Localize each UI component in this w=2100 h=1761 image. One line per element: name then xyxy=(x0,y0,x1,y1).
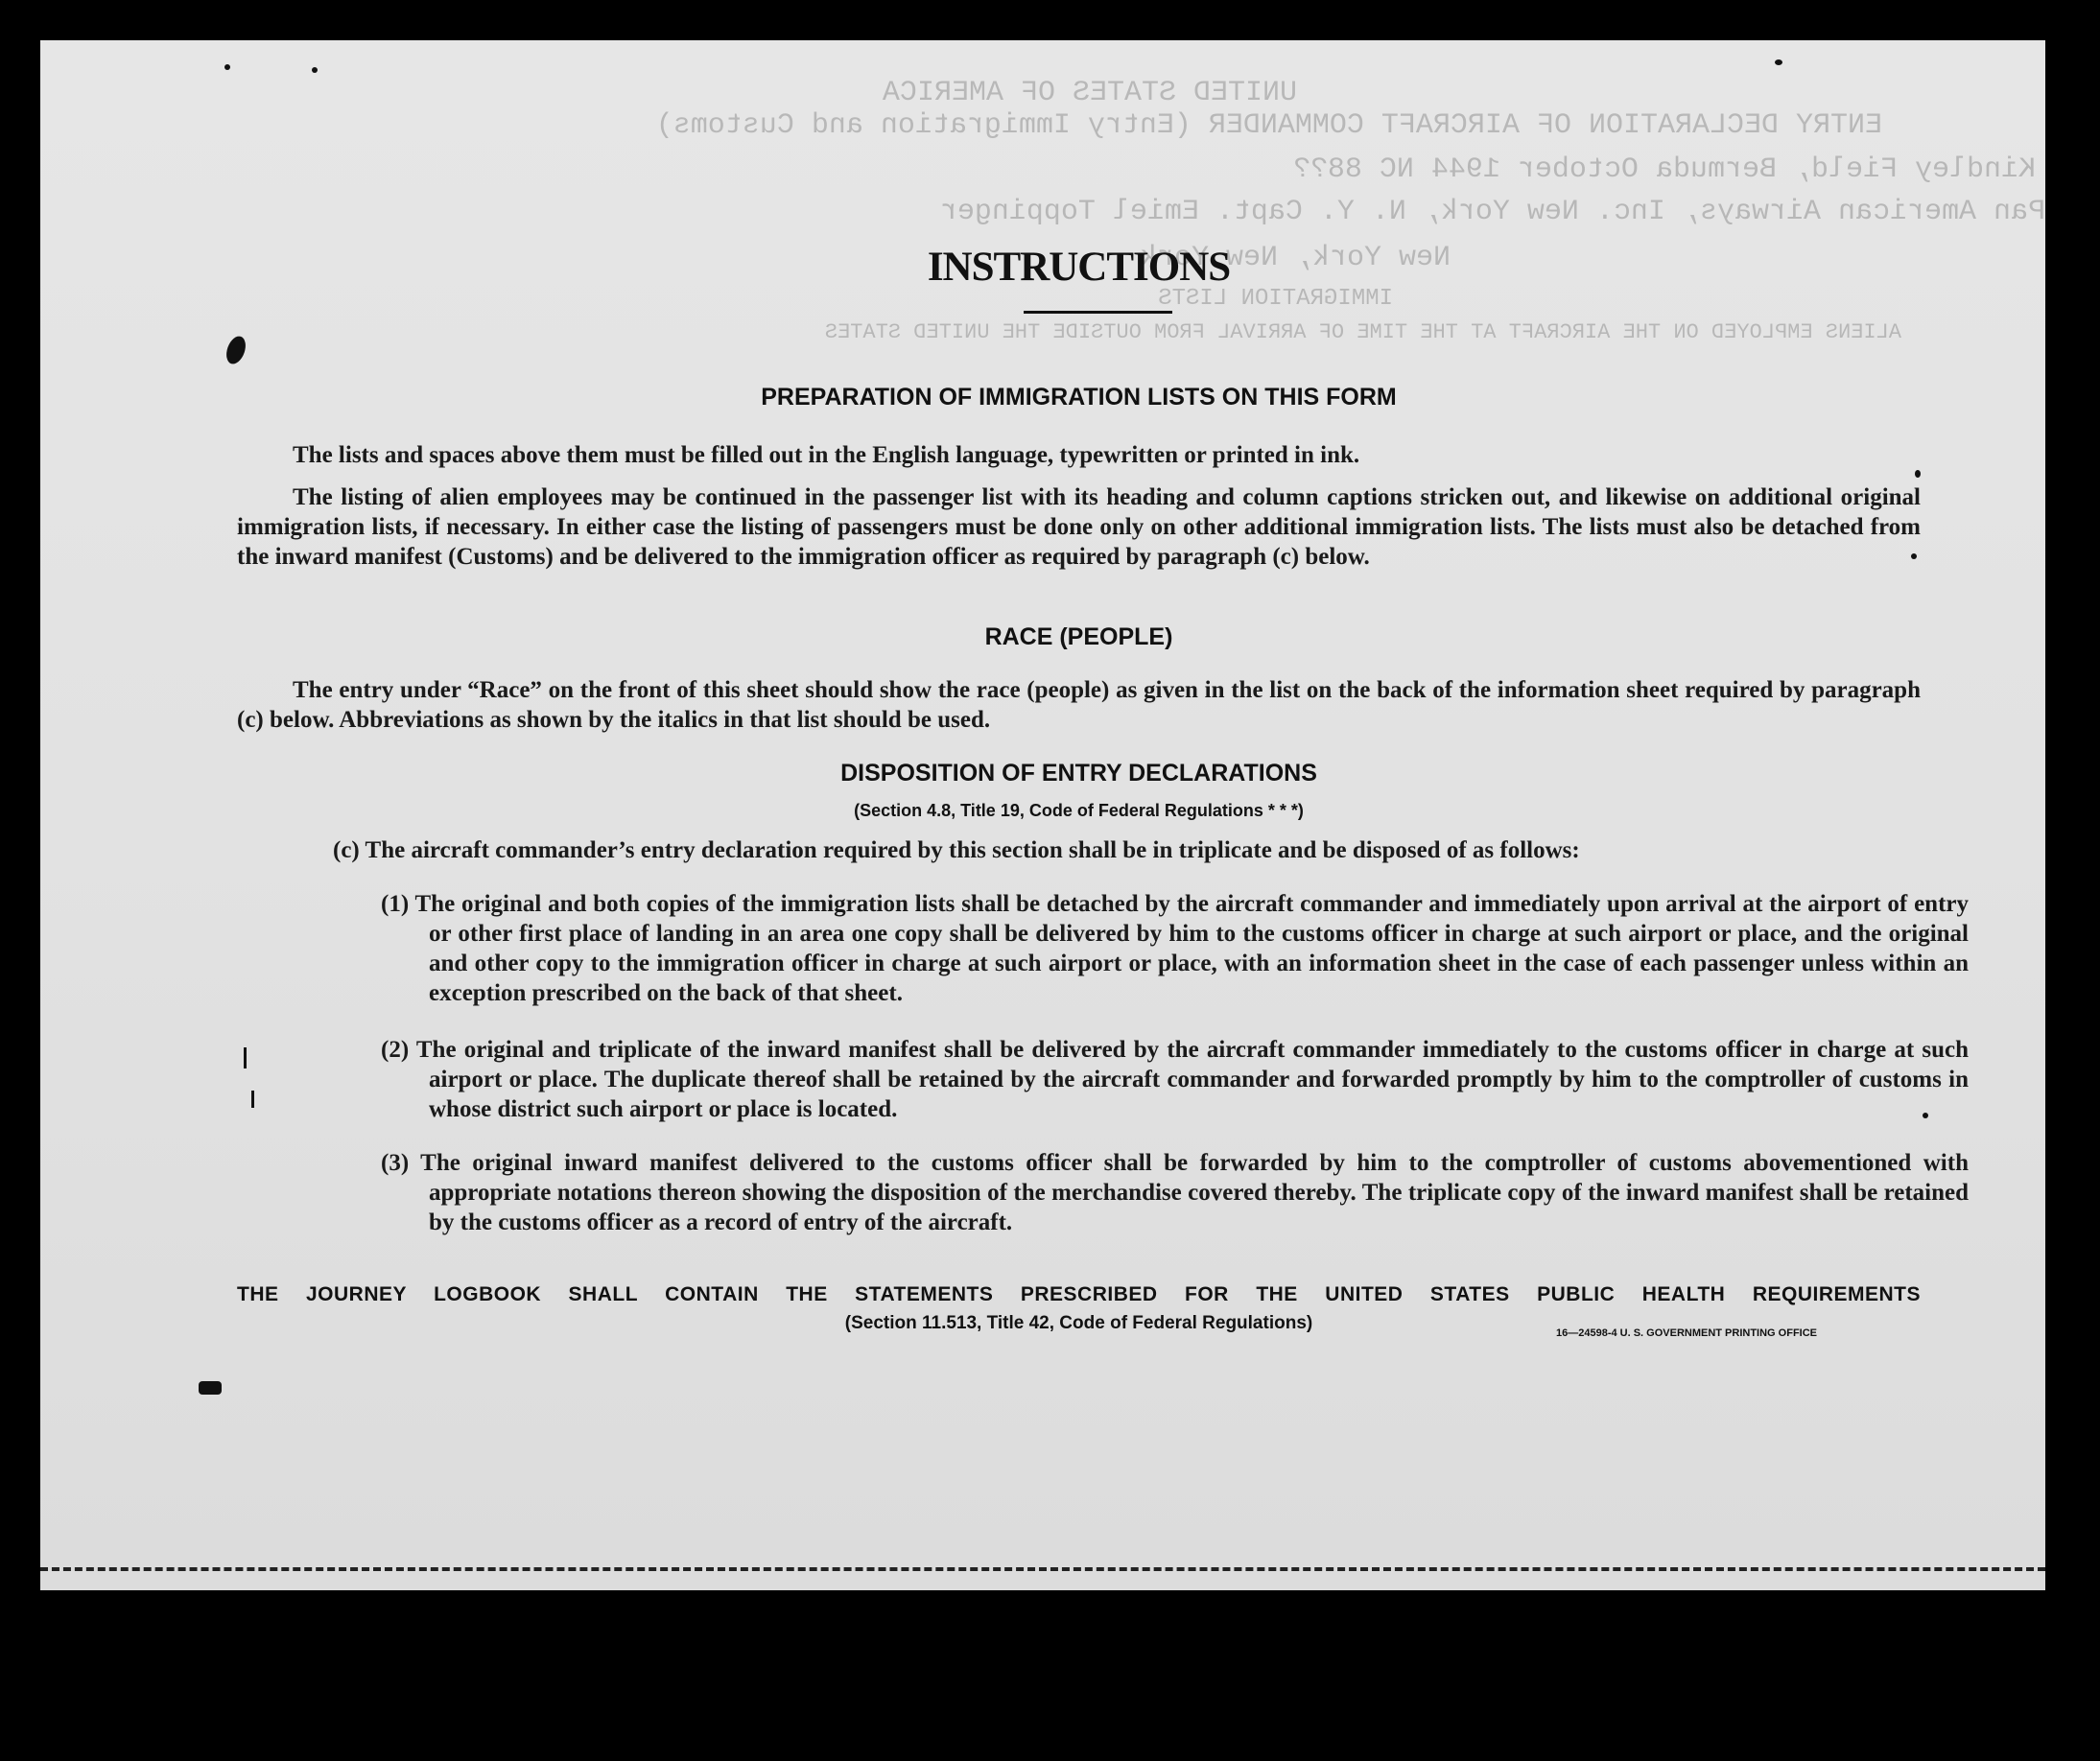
footer-statement: THE JOURNEY LOGBOOK SHALL CONTAIN THE STATEMENTS PRESCRIBED FOR THE UNITED STATES PUBLIC HEALTH REQUIREMENTS xyxy=(237,1283,1921,1305)
bleed-through-text xyxy=(40,40,2045,357)
ink-blot xyxy=(223,334,248,366)
ghost-line: IMMIGRATION LISTS xyxy=(1158,286,1393,312)
ink-speck xyxy=(1923,1113,1928,1118)
document-page xyxy=(40,40,2045,1590)
ink-speck xyxy=(312,67,318,73)
paragraph-english-language: The lists and spaces above them must be filled out in the English language, typewritten or printed in ink. xyxy=(293,442,1360,468)
ink-speck xyxy=(1911,553,1917,559)
staple-mark xyxy=(244,1047,247,1068)
ghost-line: ALIENS EMPLOYED ON THE AIRCRAFT AT THE TIME OF ARRIVAL FROM OUTSIDE THE UNITED STATES xyxy=(824,320,1901,344)
ghost-line: ENTRY DECLARATION OF AIRCRAFT COMMANDER (Entry Immigration and Customs) xyxy=(655,109,1882,142)
staple-mark xyxy=(199,1381,222,1395)
clause-c: (c) The aircraft commander’s entry declaration required by this section shall be in triplicate and be disposed of as follows: xyxy=(333,837,1580,863)
ink-speck xyxy=(1775,59,1782,65)
title-underline xyxy=(1024,311,1172,314)
paragraph-race: The entry under “Race” on the front of this sheet should show the race (people) as given in the list on the back of the information sheet required by paragraph (c) below. Abbreviations as shown by the italics in that list should be used. xyxy=(237,677,1921,733)
ghost-line: Kindley Field, Bermuda October 1944 NC 88?? xyxy=(1292,153,2036,186)
printer-imprint: 16—24598-4 U. S. GOVERNMENT PRINTING OFFICE xyxy=(1556,1327,1818,1339)
list-item-3: (3) The original inward manifest delivered to the customs officer shall be forwarded by him to the comptroller of customs abovementioned with appropriate notations thereon showing the disposition of the merchandise covered thereby. The triplicate copy of the inward manifest shall be retained by the customs officer as a record of entry of the aircraft. xyxy=(381,1150,1969,1235)
section-heading-race: RACE (PEOPLE) xyxy=(984,623,1173,650)
ghost-line: New York, New York xyxy=(1139,242,1451,274)
list-item-1: (1) The original and both copies of the immigration lists shall be detached by the aircraft commander and immediately upon arrival at the airport of entry or other first place of landing in an area one copy shall be delivered by him to the customs officer in charge at such airport or place, and the original and other copy to the immigration officer in charge at such airport or place, with an information sheet in the case of each passenger unless within an exception prescribed on the back of that sheet. xyxy=(381,891,1969,1006)
staple-mark xyxy=(251,1091,254,1108)
perforation-line xyxy=(40,1567,2045,1571)
section-heading-disposition: DISPOSITION OF ENTRY DECLARATIONS xyxy=(840,760,1317,787)
ghost-line: Pan American Airways, Inc. New York, N. Y. Capt. Emiel Toppinger xyxy=(939,196,2045,228)
footer-citation: (Section 11.513, Title 42, Code of Federal Regulations) xyxy=(844,1313,1313,1333)
ink-speck xyxy=(224,64,230,70)
page-title: INSTRUCTIONS xyxy=(927,245,1231,290)
section-heading-preparation: PREPARATION OF IMMIGRATION LISTS ON THIS FORM xyxy=(761,384,1397,411)
list-item-2: (2) The original and triplicate of the inward manifest shall be delivered by the aircraft commander immediately to the customs officer in charge at such airport or place. The duplicate thereof shall be retained by the aircraft commander and forwarded promptly by him to the comptroller of customs in whose district such airport or place is located. xyxy=(381,1037,1969,1122)
ghost-line: UNITED STATES OF AMERICA xyxy=(882,77,1297,109)
citation-section-4-8: (Section 4.8, Title 19, Code of Federal Regulations * * *) xyxy=(854,801,1304,820)
ink-speck xyxy=(1915,470,1921,478)
paragraph-alien-employees: The listing of alien employees may be continued in the passenger list with its heading and column captions stricken out, and likewise on additional original immigration lists, if necessary. In either case the listing of passengers must be done only on other additional immigration lists. The lists must also be detached from the inward manifest (Customs) and be delivered to the immigration officer as required by paragraph (c) below. xyxy=(237,484,1921,570)
